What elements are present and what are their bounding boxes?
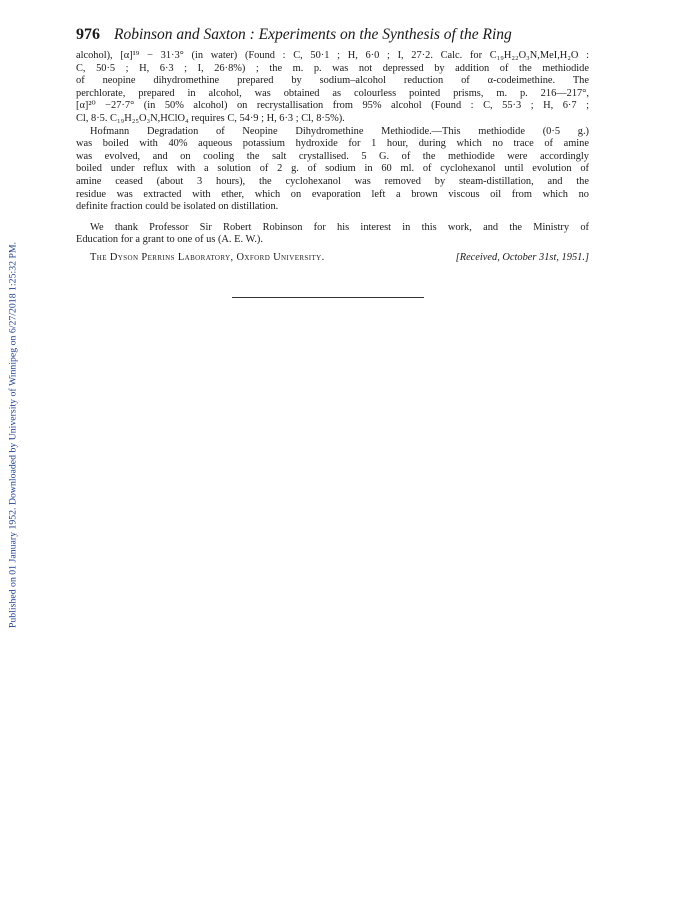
text-line: Education for a grant to one of us (A. E. W.).: [76, 234, 263, 246]
text-line: residue was extracted with ether, which on evaporation left a brown viscous oil from which no: [76, 188, 589, 200]
experimental-paragraph: [76, 50, 589, 126]
download-notice: Published on 01 January 1952. Downloaded by University of Winnipeg on 6/27/2018 1:25:32 PM.: [7, 241, 19, 629]
text-line: Hofmann Degradation of Neopine Dihydromethine Methiodide.—This methiodide (0·5 g.): [90, 125, 589, 137]
text-line: We thank Professor Sir Robert Robinson for his interest in this work, and the Ministry of: [90, 221, 589, 233]
text-line: [α]²⁰ −27·7° (in 50% alcohol) on recrystallisation from 95% alcohol (Found : C, 55·3 ; H, 6·7 ;: [76, 100, 589, 112]
text-line: perchlorate, prepared in alcohol, was obtained as colourless pointed prisms, m. p. 216—217°,: [76, 87, 589, 99]
text-line: amine ceased (about 3 hours), the cyclohexanol was removed by steam-distillation, and the: [76, 175, 589, 187]
text-line: was boiled with 40% aqueous potassium hydroxide for 1 hour, during which no trace of amine: [76, 138, 589, 150]
hofmann-paragraph: [76, 126, 589, 214]
page-number: 976: [76, 26, 100, 43]
running-head: [76, 26, 589, 44]
text-line: of neopine dihydromethine prepared by sodium–alcohol reduction of α-codeimethine. The: [76, 75, 589, 87]
body-text: [76, 50, 589, 265]
end-rule: [232, 297, 424, 298]
text-line: was evolved, and on cooling the salt crystallised. 5 G. of the methiodide were accordingly: [76, 150, 589, 162]
running-title: Robinson and Saxton : Experiments on the Synthesis of the Ring: [114, 26, 512, 43]
download-sidebar: [0, 0, 26, 915]
text-line: alcohol), [α]¹⁹ − 31·3° (in water) (Found : C, 50·1 ; H, 6·0 ; I, 27·2. Calc. for C₁₉H₂₂O₃N,MeI,H₂O :: [76, 50, 589, 61]
laboratory-address: The Dyson Perrins Laboratory, Oxford University.: [90, 251, 325, 263]
affiliation-line: [76, 252, 589, 265]
text-line: Cl, 8·5. C₁₉H₂₅O₃N,HClO₄ requires C, 54·9 ; H, 6·3 ; Cl, 8·5%).: [76, 112, 345, 124]
acknowledgement-paragraph: [76, 222, 589, 247]
text-line: definite fraction could be isolated on distillation.: [76, 201, 279, 213]
page-content: [76, 26, 589, 265]
text-line: C, 50·5 ; H, 6·3 ; I, 26·8%) ; the m. p. was not depressed by addition of the methiodide: [76, 62, 589, 74]
text-line: boiled under reflux with a solution of 2 g. of sodium in 60 ml. of cyclohexanol until evolution of: [76, 163, 589, 175]
received-date: [Received, October 31st, 1951.]: [455, 251, 589, 263]
